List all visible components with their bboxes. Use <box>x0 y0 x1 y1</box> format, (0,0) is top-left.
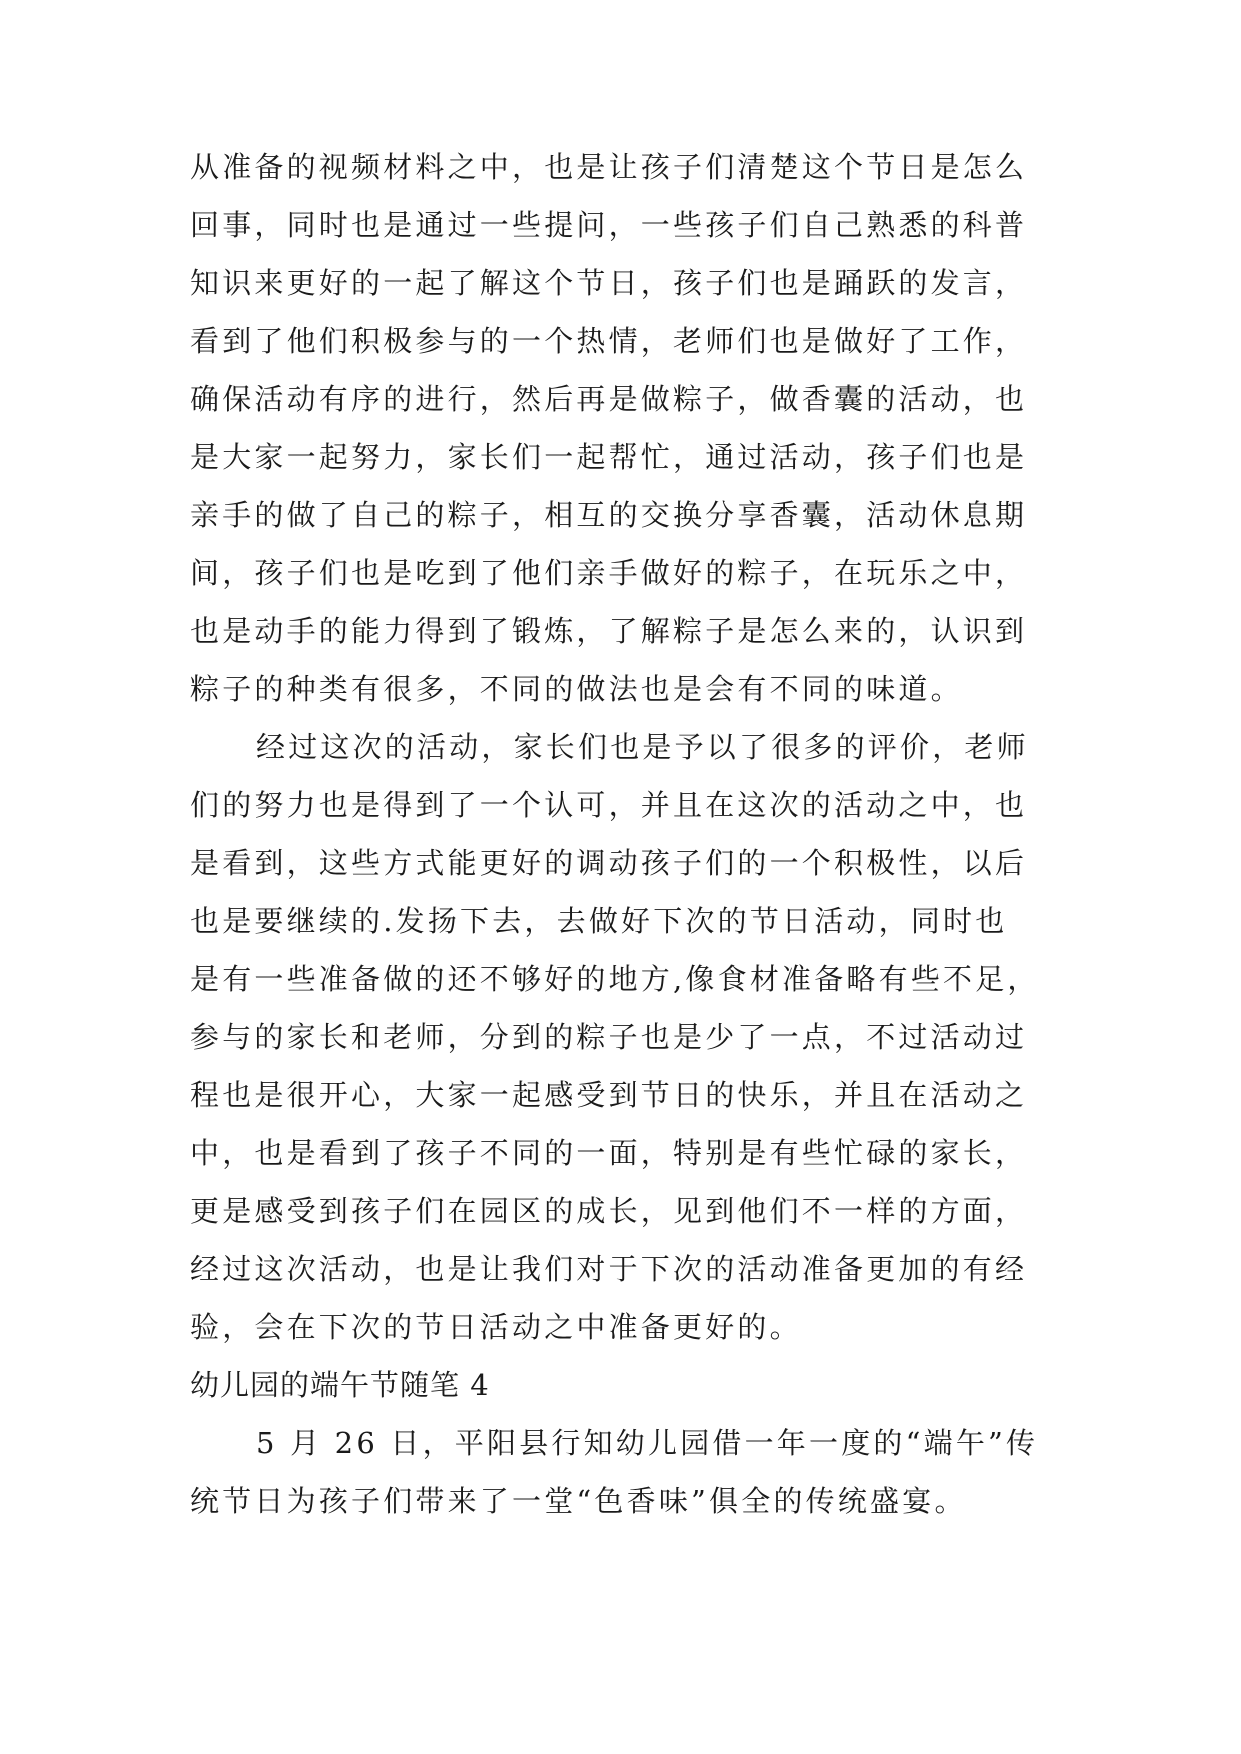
paragraph-2-line: 验，会在下次的节日活动之中准备更好的。 <box>190 1310 802 1344</box>
paragraph-2-line: 经过这次活动，也是让我们对于下次的活动准备更加的有经 <box>190 1252 1028 1286</box>
paragraph-1-line: 从准备的视频材料之中，也是让孩子们清楚这个节日是怎么 <box>190 150 1028 184</box>
paragraph-2-line: 也是要继续的.发扬下去，去做好下次的节日活动，同时也 <box>190 904 1008 938</box>
paragraph-3-line: 统节日为孩子们带来了一堂“色香味”俱全的传统盛宴。 <box>190 1484 967 1518</box>
paragraph-1-line: 确保活动有序的进行，然后再是做粽子，做香囊的活动，也 <box>190 382 1028 416</box>
paragraph-1 <box>190 138 1070 718</box>
paragraph-2-line: 是看到，这些方式能更好的调动孩子们的一个积极性，以后 <box>190 846 1028 880</box>
paragraph-1-line: 是大家一起努力，家长们一起帮忙，通过活动，孩子们也是 <box>190 440 1028 474</box>
paragraph-2-line: 是有一些准备做的还不够好的地方,像食材准备略有些不足， <box>190 962 1040 996</box>
section-heading-block <box>190 1356 1070 1414</box>
paragraph-3 <box>190 1414 1070 1530</box>
paragraph-2-line: 们的努力也是得到了一个认可，并且在这次的活动之中，也 <box>190 788 1028 822</box>
paragraph-1-line: 亲手的做了自己的粽子，相互的交换分享香囊，活动休息期 <box>190 498 1028 532</box>
paragraph-2 <box>190 718 1070 1356</box>
paragraph-2-line: 参与的家长和老师，分到的粽子也是少了一点，不过活动过 <box>190 1020 1028 1054</box>
paragraph-1-line: 回事，同时也是通过一些提问，一些孩子们自己熟悉的科普 <box>190 208 1028 242</box>
paragraph-1-line: 也是动手的能力得到了锻炼，了解粽子是怎么来的，认识到 <box>190 614 1028 648</box>
paragraph-2-line: 程也是很开心，大家一起感受到节日的快乐，并且在活动之 <box>190 1078 1028 1112</box>
paragraph-1-line: 知识来更好的一起了解这个节日，孩子们也是踊跃的发言， <box>190 266 1028 300</box>
paragraph-1-line: 看到了他们积极参与的一个热情，老师们也是做好了工作， <box>190 324 1028 358</box>
paragraph-1-line: 间，孩子们也是吃到了他们亲手做好的粽子，在玩乐之中， <box>190 556 1028 590</box>
paragraph-1-line: 粽子的种类有很多，不同的做法也是会有不同的味道。 <box>190 672 963 706</box>
paragraph-3-line: 5 月 26 日，平阳县行知幼儿园借一年一度的“端午”传 <box>256 1426 1039 1460</box>
paragraph-2-line: 中，也是看到了孩子不同的一面，特别是有些忙碌的家长， <box>190 1136 1028 1170</box>
section-heading: 幼儿园的端午节随笔 4 <box>190 1368 490 1402</box>
paragraph-2-line: 更是感受到孩子们在园区的成长，见到他们不一样的方面， <box>190 1194 1028 1228</box>
paragraph-2-line: 经过这次的活动，家长们也是予以了很多的评价，老师 <box>256 730 1029 764</box>
